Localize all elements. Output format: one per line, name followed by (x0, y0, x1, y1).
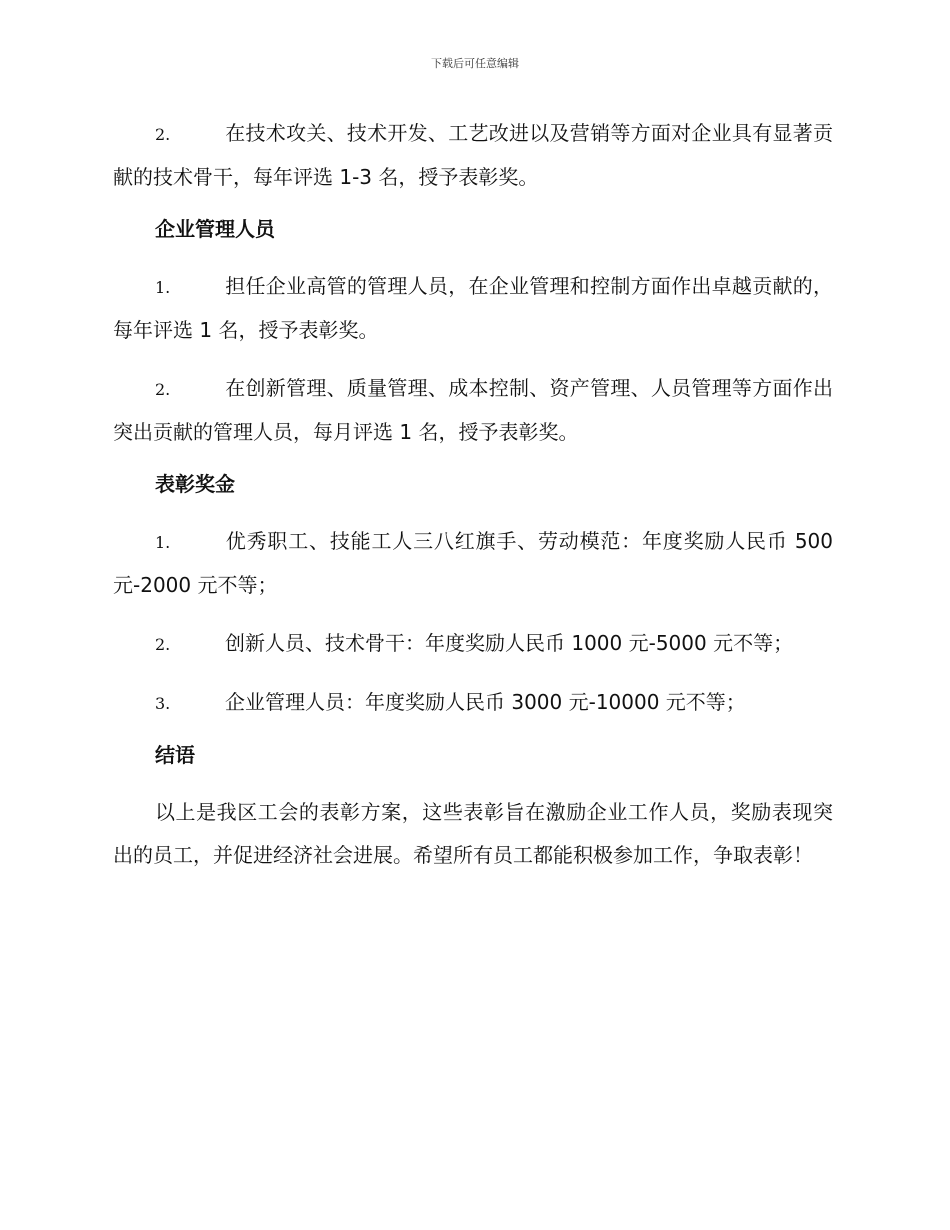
item-text: 企业管理人员：年度奖励人民币 3000 元-10000 元不等； (225, 690, 746, 714)
list-item (113, 622, 833, 666)
list-item (113, 265, 833, 352)
item-number: 2. (155, 635, 171, 654)
item-text: 担任企业高管的管理人员，在企业管理和控制方面作出卓越贡献的，每年评选 1 名，授予表彰奖。 (113, 274, 833, 342)
section-heading-management: 企业管理人员 (155, 217, 275, 241)
conclusion-paragraph: 以上是我区工会的表彰方案，这些表彰旨在激励企业工作人员，奖励表现突出的员工，并促进经济社会进展。希望所有员工都能积极参加工作，争取表彰！ (113, 800, 833, 867)
item-number: 2. (155, 380, 171, 399)
item-text: 在创新管理、质量管理、成本控制、资产管理、人员管理等方面作出突出贡献的管理人员，每月评选 1 名，授予表彰奖。 (113, 376, 833, 444)
list-item (113, 112, 833, 199)
item-number: 2. (155, 125, 171, 144)
document-body (113, 112, 833, 877)
list-item (113, 367, 833, 454)
item-text: 在技术攻关、技术开发、工艺改进以及营销等方面对企业具有显著贡献的技术骨干，每年评选 1-3 名，授予表彰奖。 (113, 121, 833, 189)
item-number: 1. (155, 533, 171, 552)
list-item (113, 681, 833, 725)
section-heading-bonus: 表彰奖金 (155, 472, 235, 496)
item-text: 优秀职工、技能工人三八红旗手、劳动模范：年度奖励人民币 500 元-2000 元不等； (113, 529, 833, 597)
header-note: 下载后可任意编辑 (431, 57, 519, 70)
item-number: 1. (155, 278, 171, 297)
section-heading-conclusion: 结语 (155, 743, 195, 767)
list-item (113, 520, 833, 607)
item-text: 创新人员、技术骨干：年度奖励人民币 1000 元-5000 元不等； (225, 631, 794, 655)
item-number: 3. (155, 694, 171, 713)
